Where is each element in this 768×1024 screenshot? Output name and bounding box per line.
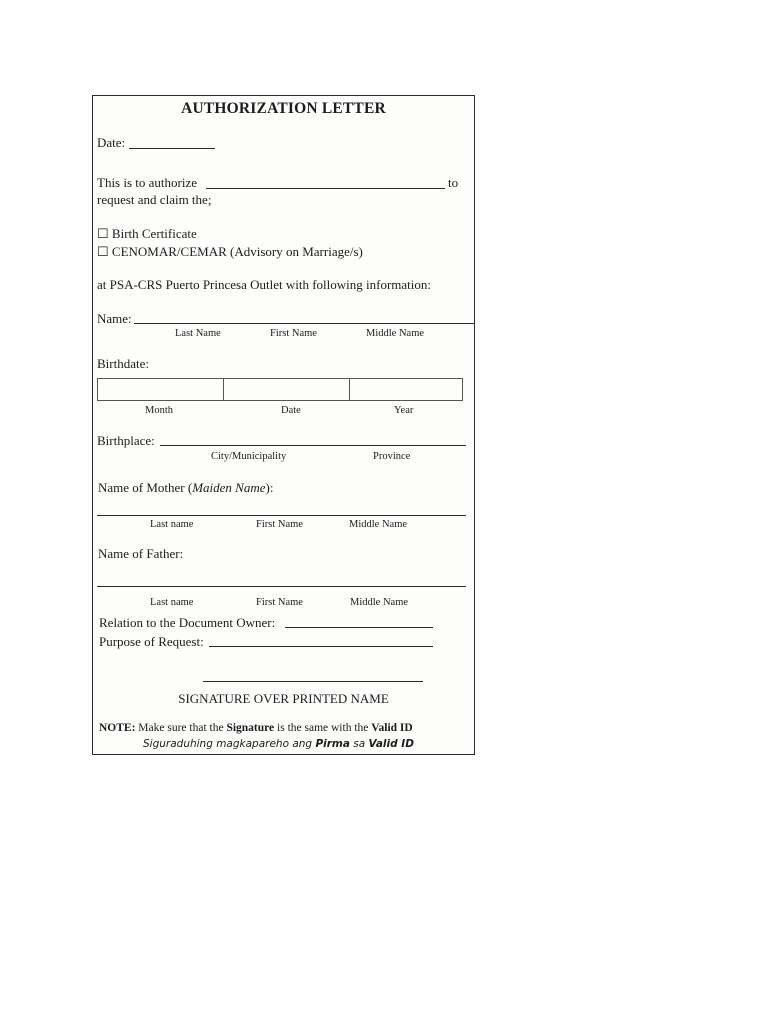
note-bold-valid-id: Valid ID (371, 722, 413, 734)
option-cenomar[interactable] (97, 244, 363, 260)
mother-sublabel-last: Last name (150, 519, 194, 530)
note-tl-text: sa (349, 738, 369, 750)
note-bold-signature: Signature (226, 722, 275, 734)
birthdate-sublabel-year: Year (394, 405, 414, 416)
father-sublabel-last: Last name (150, 597, 194, 608)
name-sublabel-last: Last Name (175, 328, 221, 339)
mother-sublabel-middle: Middle Name (349, 519, 408, 530)
note-tl-text: Siguraduhing magkapareho ang (143, 738, 316, 750)
birthdate-sublabel-month: Month (145, 405, 174, 416)
form-title: AUTHORIZATION LETTER (181, 100, 386, 117)
mother-sublabel-first: First Name (256, 519, 303, 530)
mother-label-suffix: ): (265, 480, 274, 495)
checkbox-icon[interactable]: ☐ (97, 226, 109, 241)
note-label: NOTE: (99, 722, 136, 734)
relation-field[interactable] (285, 627, 433, 628)
authorized-person-field[interactable] (206, 188, 445, 189)
mother-label-italic: Maiden Name (192, 480, 266, 495)
birthdate-year-box[interactable] (349, 378, 463, 401)
request-text: request and claim the; (97, 192, 212, 207)
birthdate-month-box[interactable] (97, 378, 224, 401)
birthdate-day-box[interactable] (223, 378, 350, 401)
option-birth-certificate[interactable] (97, 226, 197, 242)
father-sublabel-middle: Middle Name (350, 597, 409, 608)
purpose-label: Purpose of Request: (99, 634, 204, 649)
birthplace-sublabel-province: Province (373, 451, 411, 462)
relation-label: Relation to the Document Owner: (99, 615, 276, 630)
note-text: Make sure that the (135, 722, 227, 734)
father-sublabel-first: First Name (256, 597, 303, 608)
note-line-tl (143, 738, 414, 750)
note-text: is the same with the (274, 722, 372, 734)
option-label: CENOMAR/CEMAR (Advisory on Marriage/s) (111, 244, 363, 259)
mother-label-prefix: Name of Mother ( (98, 480, 193, 495)
mother-label (98, 480, 273, 496)
outlet-text: at PSA-CRS Puerto Princesa Outlet with following information: (97, 277, 432, 292)
purpose-field[interactable] (209, 646, 433, 647)
birthplace-sublabel-city: City/Municipality (211, 451, 287, 462)
date-label: Date: (97, 135, 126, 150)
authorize-suffix: to (448, 175, 459, 190)
signature-field[interactable] (203, 681, 423, 682)
authorize-prefix: This is to authorize (97, 175, 198, 190)
authorization-letter-form (92, 95, 475, 755)
option-label: Birth Certificate (111, 226, 197, 241)
name-label: Name: (97, 311, 132, 326)
mother-name-field[interactable] (97, 515, 466, 516)
father-label: Name of Father: (98, 546, 184, 561)
name-sublabel-first: First Name (270, 328, 317, 339)
checkbox-icon[interactable]: ☐ (97, 244, 109, 259)
note-line-en (99, 722, 413, 734)
birthdate-label: Birthdate: (97, 356, 149, 371)
date-field[interactable] (129, 148, 215, 149)
signature-label: SIGNATURE OVER PRINTED NAME (178, 691, 389, 706)
name-field[interactable] (134, 323, 475, 324)
note-tl-bold-pirma: Pirma (315, 738, 350, 750)
note-tl-bold-valid-id: Valid ID (368, 738, 414, 750)
father-name-field[interactable] (97, 586, 466, 587)
birthplace-field[interactable] (160, 445, 466, 446)
name-sublabel-middle: Middle Name (366, 328, 425, 339)
birthplace-label: Birthplace: (97, 433, 155, 448)
birthdate-sublabel-date: Date (281, 405, 301, 416)
